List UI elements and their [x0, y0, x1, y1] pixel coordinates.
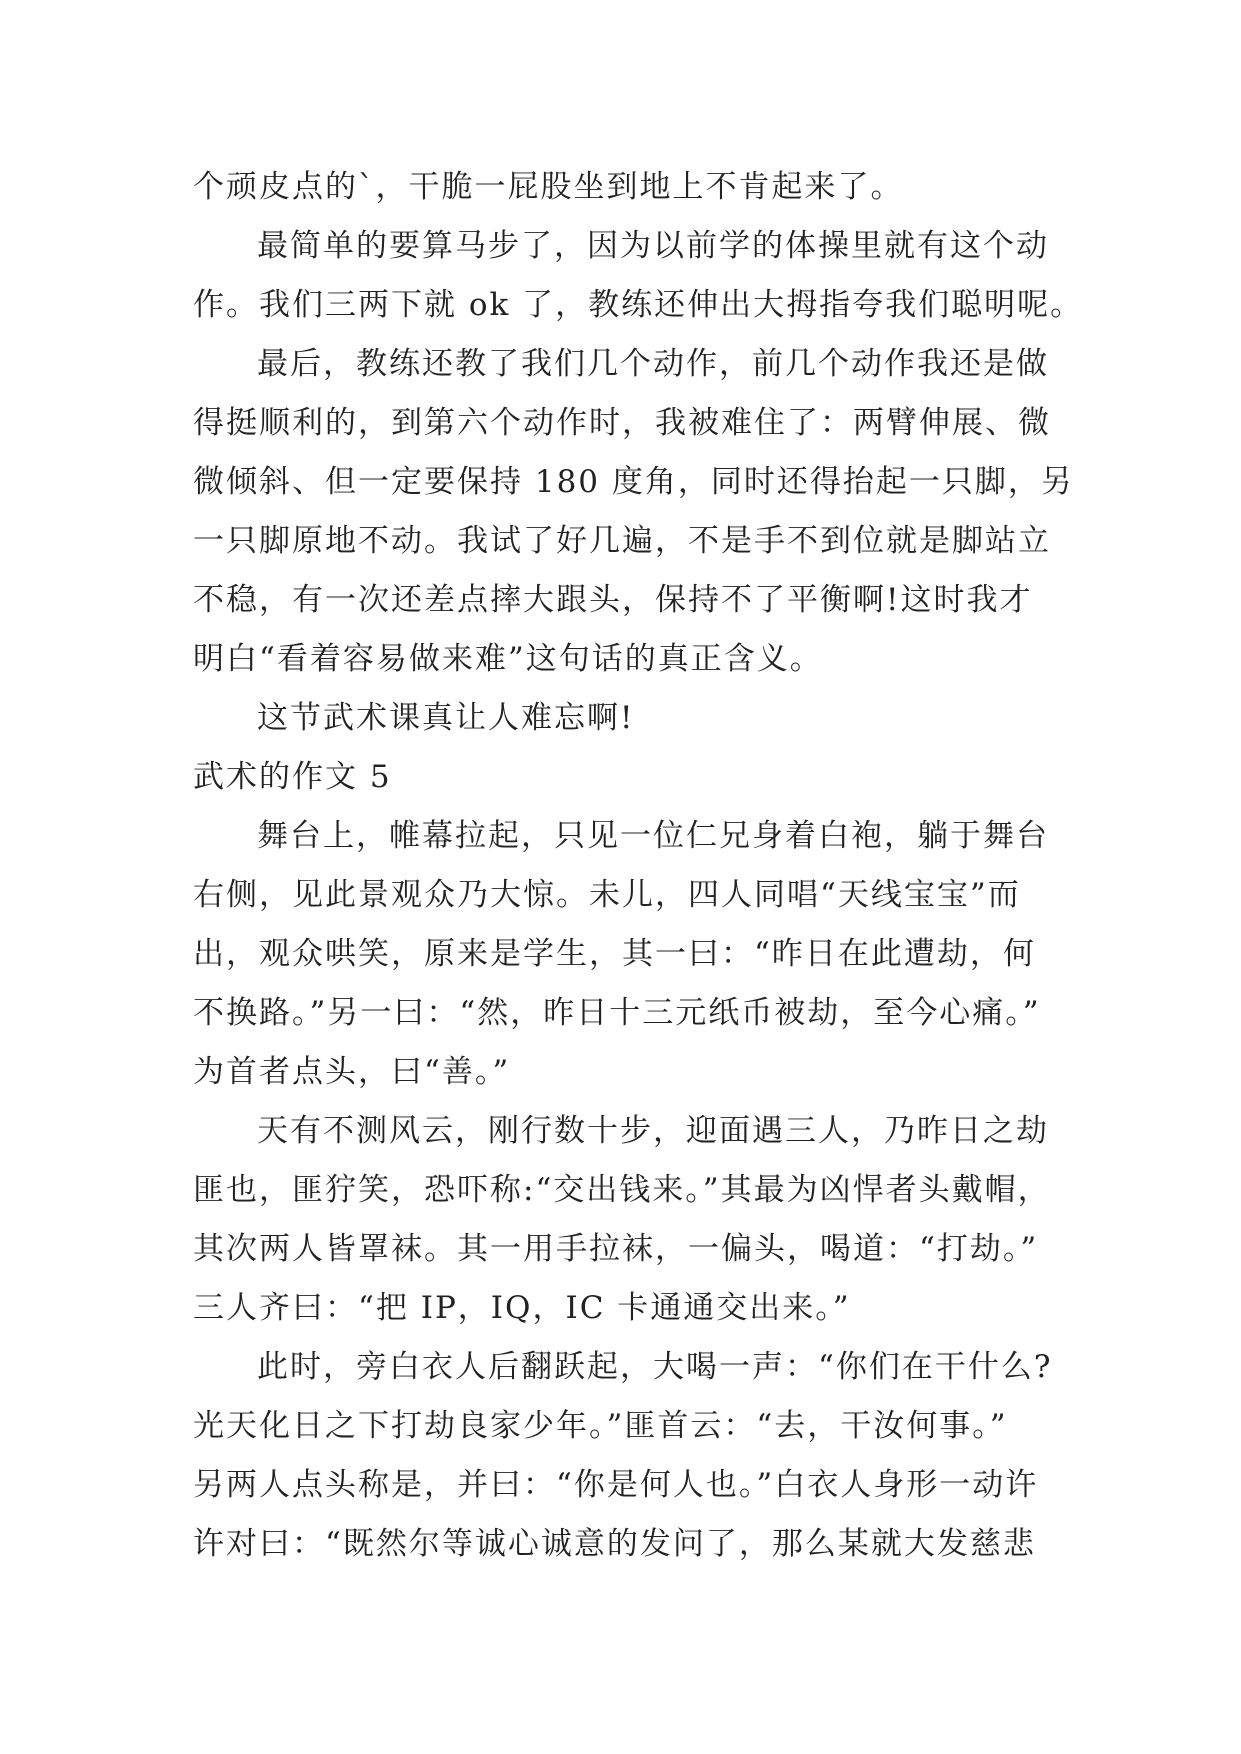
text-line: 三人齐曰：“把 IP，IQ，IC 卡通通交出来。” — [193, 1290, 851, 1326]
text-line: 作。我们三两下就 ok 了，教练还伸出大拇指夸我们聪明呢。 — [193, 287, 1084, 323]
text-line: 不换路。”另一曰：“然，昨日十三元纸币被劫，至今心痛。” — [193, 995, 1041, 1031]
text-line: 一只脚原地不动。我试了好几遍，不是手不到位就是脚站立 — [193, 523, 1051, 559]
text-line: 光天化日之下打劫良家少年。”匪首云：“去，干汝何事。” — [193, 1408, 1008, 1444]
text-line: 这节武术课真让人难忘啊! — [257, 700, 635, 736]
text-line: 许对曰：“既然尔等诚心诚意的发问了，那么某就大发慈悲 — [193, 1526, 1036, 1562]
text-line: 不稳，有一次还差点摔大跟头，保持不了平衡啊!这时我才 — [193, 582, 1033, 618]
essay-body — [193, 158, 1084, 1574]
text-line: 此时，旁白衣人后翻跃起，大喝一声：“你们在干什么? — [257, 1349, 1053, 1385]
text-line: 其次两人皆罩袜。其一用手拉袜，一偏头，喝道：“打劫。” — [193, 1231, 1039, 1267]
text-line: 微倾斜、但一定要保持 180 度角，同时还得抬起一只脚，另 — [193, 464, 1074, 500]
text-line: 得挺顺利的，到第六个动作时，我被难住了：两臂伸展、微 — [193, 405, 1051, 441]
text-line: 为首者点头，曰“善。” — [193, 1054, 511, 1090]
text-line: 出，观众哄笑，原来是学生，其一曰：“昨日在此遭劫，何 — [193, 936, 1036, 972]
section-heading: 武术的作文 5 — [193, 759, 392, 795]
text-line: 天有不测风云，刚行数十步，迎面遇三人，乃昨日之劫 — [257, 1113, 1049, 1149]
text-line: 最后，教练还教了我们几个动作，前几个动作我还是做 — [257, 346, 1049, 382]
text-line: 另两人点头称是，并曰：“你是何人也。”白衣人身形一动许 — [193, 1467, 1039, 1503]
text-line: 右侧，见此景观众乃大惊。未儿，四人同唱“天线宝宝”而 — [193, 877, 1021, 913]
text-line: 最简单的要算马步了，因为以前学的体操里就有这个动 — [257, 228, 1049, 264]
text-line: 舞台上，帷幕拉起，只见一位仁兄身着白袍，躺于舞台 — [257, 818, 1049, 854]
text-line: 个顽皮点的`，干脆一屁股坐到地上不肯起来了。 — [193, 169, 904, 205]
text-line: 匪也，匪狞笑，恐吓称:“交出钱来。”其最为凶悍者头戴帽， — [193, 1172, 1051, 1208]
text-line: 明白“看着容易做来难”这句话的真正含义。 — [193, 641, 823, 677]
